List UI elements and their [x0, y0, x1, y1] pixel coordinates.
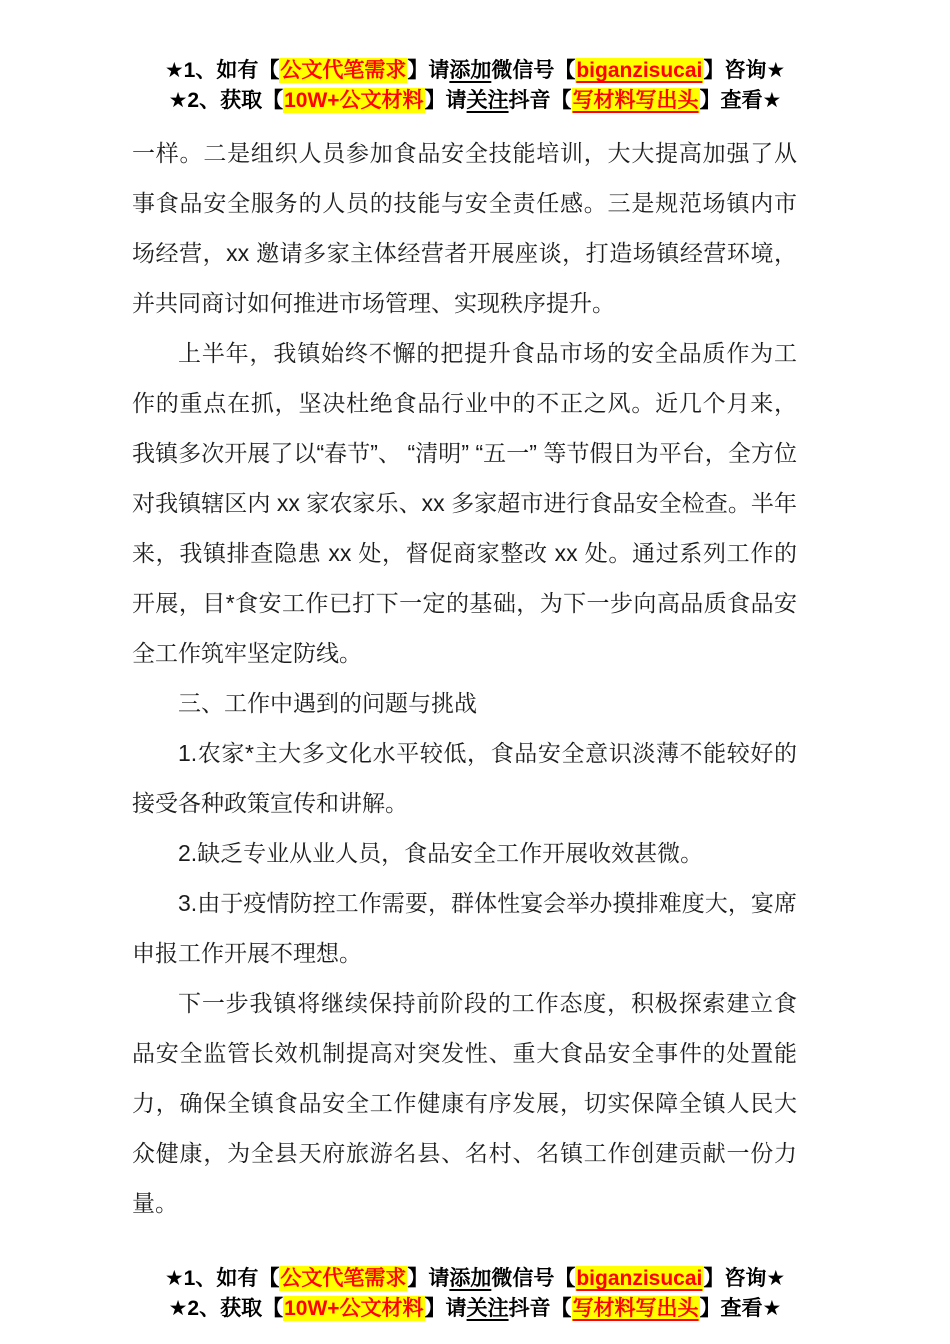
promo-footer-line-2	[0, 1294, 950, 1324]
promo-header-line-2	[0, 86, 950, 116]
paragraph: 3.由于疫情防控工作需要，群体性宴会举办摸排难度大，宴席申报工作开展不理想。	[132, 890, 797, 966]
plain-text: 】请	[407, 1267, 450, 1290]
plain-text: 】请	[407, 59, 450, 82]
document-body	[0, 128, 950, 1228]
promo-header	[0, 0, 950, 116]
star-suffix: 】咨询★	[703, 59, 786, 82]
promo-footer-line-1	[0, 1264, 950, 1294]
paragraph: 下一步我镇将继续保持前阶段的工作态度，积极探索建立食品安全监管长效机制提高对突发性、重大食品安全事件的处置能力，确保全镇食品安全工作健康有序发展，切实保障全镇人民大众健康，为全县天府旅游名县、名村、名镇工作创建贡献一份力量。	[132, 990, 797, 1216]
plain-text: 】请	[424, 1297, 467, 1320]
service-keyword: 公文代笔需求	[280, 1267, 407, 1290]
action-add: 添加	[449, 1267, 492, 1290]
plain-text: 抖音【	[508, 1297, 572, 1320]
douyin-id: 写材料写出头	[572, 1297, 699, 1320]
paragraph: 一样。二是组织人员参加食品安全技能培训，大大提高加强了从事食品安全服务的人员的技能与安全责任感。三是规范场镇内市场经营，xx 邀请多家主体经营者开展座谈，打造场镇经营环境，并共同商讨如何推进市场管理、实现秩序提升。	[132, 140, 797, 316]
materials-keyword: 10W+公文材料	[284, 1297, 424, 1320]
action-add: 添加	[449, 59, 492, 82]
star-suffix: 】查看★	[699, 89, 782, 112]
service-keyword: 公文代笔需求	[280, 59, 407, 82]
materials-keyword: 10W+公文材料	[284, 89, 424, 112]
action-follow: 关注	[466, 89, 509, 112]
star-suffix: 】咨询★	[703, 1267, 786, 1290]
star-prefix: ★1、如有【	[164, 1267, 280, 1290]
wechat-id: biganzisucai	[576, 59, 703, 82]
paragraph: 上半年，我镇始终不懈的把提升食品市场的安全品质作为工作的重点在抓，坚决杜绝食品行业中的不正之风。近几个月来，我镇多次开展了以“春节”、 “清明” “五一” 等节假日为平台，全方位对我镇辖区内 xx 家农家乐、xx 多家超市进行食品安全检查。半年来，我镇排查隐患 xx 处，督促商家整改 xx 处。通过系列工作的开展，目*食安工作已打下一定的基础，为下一步向高品质食品安全工作筑牢坚定防线。	[132, 340, 797, 666]
action-follow: 关注	[466, 1297, 509, 1320]
star-suffix: 】查看★	[699, 1297, 782, 1320]
section-heading: 三、工作中遇到的问题与挑战	[178, 690, 477, 716]
star-prefix: ★2、获取【	[168, 89, 284, 112]
wechat-id: biganzisucai	[576, 1267, 703, 1290]
douyin-id: 写材料写出头	[572, 89, 699, 112]
plain-text: 】请	[424, 89, 467, 112]
paragraph: 1.农家*主大多文化水平较低，食品安全意识淡薄不能较好的接受各种政策宣传和讲解。	[132, 740, 797, 816]
plain-text: 微信号【	[491, 59, 576, 82]
promo-header-line-1	[0, 56, 950, 86]
promo-footer	[0, 1264, 950, 1324]
star-prefix: ★2、获取【	[168, 1297, 284, 1320]
paragraph: 2.缺乏专业从业人员，食品安全工作开展收效甚微。	[178, 840, 704, 866]
star-prefix: ★1、如有【	[164, 59, 280, 82]
plain-text: 微信号【	[491, 1267, 576, 1290]
plain-text: 抖音【	[508, 89, 572, 112]
